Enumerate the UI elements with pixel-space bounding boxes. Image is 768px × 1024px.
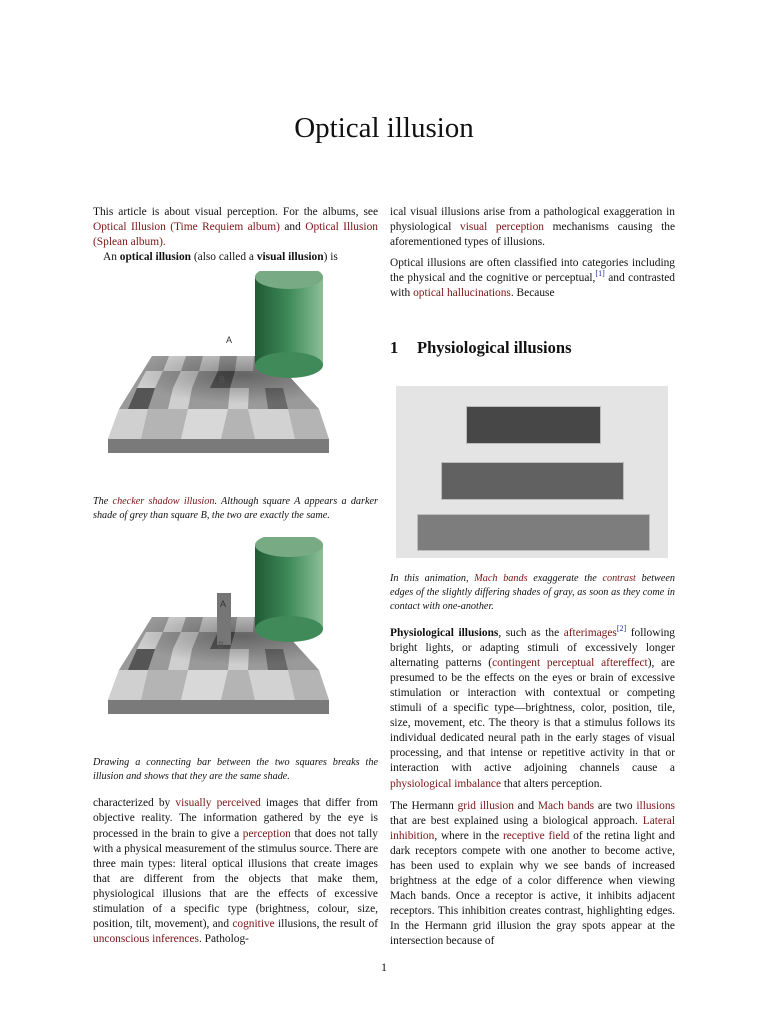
green-cylinder [255,537,323,642]
link-time-requiem-album[interactable]: Optical Illusion (Time Requiem album) [93,221,280,234]
page-number: 1 [381,960,387,974]
square-a-label: A [226,335,233,346]
link-checker-shadow-illusion[interactable]: checker shadow illusion [112,496,215,508]
link-grid-illusion[interactable]: grid illusion [457,799,514,812]
link-illusions[interactable]: illusions [636,799,675,812]
mach-band-bar-3 [417,514,650,551]
connecting-bar-figure [93,537,378,745]
link-perception[interactable]: perception [242,827,291,840]
link-visually-perceived[interactable]: visually perceived [175,797,261,810]
link-optical-hallucinations[interactable]: optical hallucinations [413,287,511,300]
lead-paragraph: An optical illusion (also called a visual illusion) is [103,251,338,264]
mach-bands-caption: In this animation, Mach bands exaggerate the contrast between edges of the slightly differing shades of gray, as soon as they come in contact with one-another. [390,572,675,612]
section-number: 1 [390,337,399,357]
link-receptive-field[interactable]: receptive field [502,829,570,842]
hermann-grid-paragraph: The Hermann grid illusion and Mach bands are two illusions that are best explained using a biological approach. Lateral inhibition, where in the receptive field of the retina light and dark receptors compete with one another to become active, has been used to explain why we see bands of increased brightness at the edge of a color difference when viewing Mach bands. Once a receptor is active, it inhibits adjacent receptors. This inhibition creates contrast, highlighting edges. In the Hermann grid illusion the gray spots appear at the intersection because of [390,799,675,948]
left-column [93,205,378,947]
physiological-illusions-paragraph: Physiological illusions, such as the afterimages[2] following bright lights, or adapting stimuli of excessively longer alternating patterns (contingent perceptual aftereffect), are presumed to be the effects on the eyes or brain of excessive stimulation or interaction with contextual or competing stimuli of a specific type—brightness, color, position, tile, size, movement, etc. The theory is that a stimulus follows its individual dedicated neural path in the early stages of visual processing, and that intense or repetitive activity in that or interaction with active adjoining channels cause a physiological imbalance that alters perception. [390,623,675,790]
square-b-label: B [218,640,225,651]
link-contingent-perceptual-aftereffect[interactable]: contingent perceptual aftereffect [492,656,648,669]
section-heading [390,338,675,358]
reference-1[interactable]: [1] [595,269,605,279]
section-title: Physiological illusions [417,337,572,357]
mach-bands-figure [396,386,668,558]
link-afterimages[interactable]: afterimages [563,626,617,639]
checker-shadow-image [93,271,378,483]
square-a-label: A [220,599,227,610]
checker-shadow-caption: The checker shadow illusion. Although square A appears a darker shade of grey than square B, the two are exactly the same. [93,496,378,522]
reference-2[interactable]: [2] [616,623,627,633]
link-mach-bands[interactable]: Mach bands [537,799,595,812]
right-column [390,205,675,950]
page-title: Optical illusion [294,112,474,144]
link-visual-perception[interactable]: visual perception [460,221,544,234]
disambiguation-note: This article is about visual perception. For the albums, see Optical Illusion (Time Requiem album) and Optical Illusion (Splean album). [93,206,378,249]
green-cylinder [255,271,323,378]
connecting-bar-caption: Drawing a connecting bar between the two squares breaks the illusion and shows that they are the same shade. [93,757,378,783]
link-mach-bands-caption[interactable]: Mach bands [474,572,528,584]
link-unconscious-inferences[interactable]: unconscious inferences [93,933,199,946]
square-b-label: B [219,375,226,386]
connecting-bar-image [93,537,378,745]
continuation-paragraph: ical visual illusions arise from a pathological exaggeration in physiological visual perception mechanisms causing the aforementioned types of illusions. [390,206,675,249]
link-cognitive[interactable]: cognitive [232,918,275,931]
checker-shadow-figure [93,271,378,483]
link-splean-album[interactable]: Optical Illusion (Splean album). [93,221,378,249]
classification-paragraph: Optical illusions are often classified into categories including the physical and the cognitive or perceptual,[1] and contrasted with optical hallucinations. Because [390,257,675,300]
link-physiological-imbalance[interactable]: physiological imbalance [390,777,502,790]
mach-band-bar-1 [466,406,601,444]
link-lateral-inhibition[interactable]: Lateral inhibition [390,814,675,842]
mach-band-bar-2 [441,462,624,500]
main-paragraph: characterized by visually perceived images that differ from objective reality. The information gathered by the eye is processed in the brain to give a perception that does not tally with a physical measurement of the stimulus source. There are three main types: literal optical illusions that create images that are different from the objects that make them, physiological illusions that are the effects of excessive stimulation of a specific type (brightness, colour, size, position, tilt, movement), and cognitive illusions, the result of unconscious inferences. Patholog- [93,797,379,946]
link-contrast[interactable]: contrast [602,572,636,584]
